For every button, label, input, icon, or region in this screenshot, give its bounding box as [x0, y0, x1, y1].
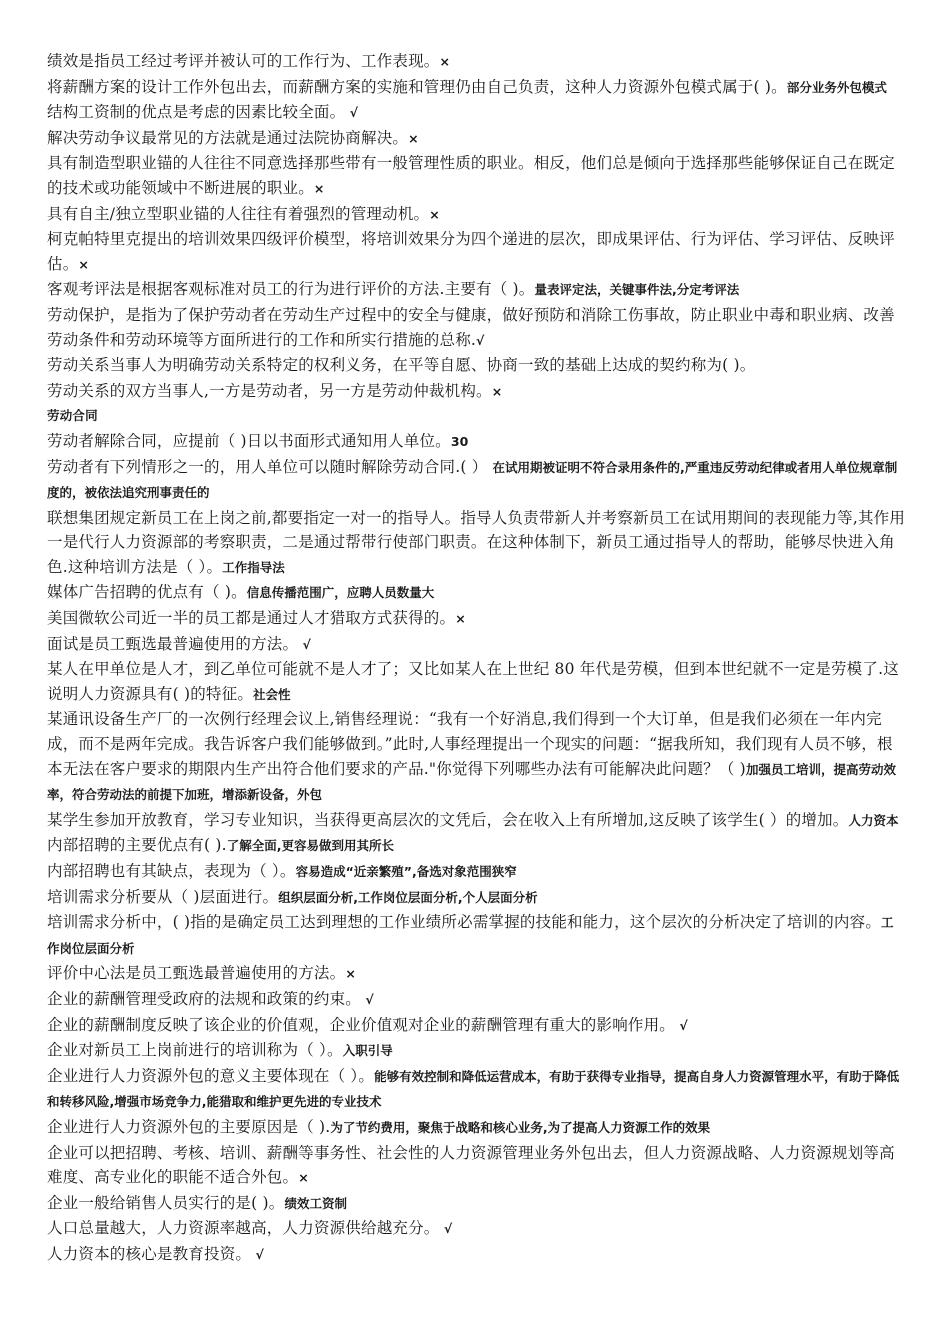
- answer-text: 量表评定法，关键事件法,分定考评法: [534, 282, 740, 298]
- answer-text: ×: [429, 206, 440, 222]
- qa-item: [47, 885, 906, 911]
- question-text: 劳动关系当事人为明确劳动关系特定的权利义务，在平等自愿、协商一致的基础上达成的契约称为( )。: [47, 356, 756, 375]
- answer-text: ×: [313, 180, 325, 196]
- answer-text: 工作岗位层面分析: [47, 915, 894, 956]
- question-text: 劳动保护，是指为了保护劳动者在劳动生产过程中的安全与健康，做好预防和消除工伤事故，防止职业中毒和职业病、改善劳动条件和劳动环境等方面所进行的工作和所实行措施的总称.: [47, 305, 895, 349]
- answer-text: 能够有效控制和降低运营成本，有助于获得专业指导，提高自身人力资源管理水平，有助于降低和转移风险,增强市场竞争力,能猎取和维护更先进的专业技术: [47, 1068, 900, 1110]
- qa-item: [47, 859, 906, 885]
- question-text: 培训需求分析要从（ )层面进行。: [47, 887, 279, 906]
- question-text: 媒体广告招聘的优点有（ )。: [47, 583, 247, 602]
- qa-item: [47, 1242, 906, 1268]
- qa-item: [47, 1141, 906, 1191]
- question-text: 评价中心法是员工甄选最普遍使用的方法。: [47, 964, 346, 983]
- answer-text: 在试用期被证明不符合录用条件的,严重违反劳动纪律或者用人单位规章制度的，被依法追究刑事责任的: [47, 459, 898, 501]
- qa-item: [47, 49, 906, 75]
- question-text: 企业的薪酬制度反映了该企业的价值观，企业价值观对企业的薪酬管理有重大的影响作用。: [47, 1015, 676, 1034]
- qa-item: [47, 455, 906, 506]
- question-text: 企业的薪酬管理受政府的法规和政策的约束。: [47, 989, 362, 1008]
- question-text: 企业进行人力资源外包的意义主要体现在（ ）。: [47, 1066, 375, 1085]
- qa-item: [47, 632, 906, 658]
- qa-item: [47, 808, 906, 834]
- answer-text: 为了节约费用，聚焦于战略和核心业务,为了提高人力资源工作的效果: [330, 1119, 711, 1135]
- question-text: 劳动者解除合同，应提前（ )日以书面形式通知用人单位。: [47, 431, 451, 450]
- qa-item: [47, 833, 906, 859]
- answer-text: √: [675, 1017, 688, 1033]
- qa-item: [47, 126, 906, 152]
- question-text: 培训需求分析中，( )指的是确定员工达到理想的工作业绩所必需掌握的技能和能力，这个层次的分析决定了培训的内容。: [47, 913, 882, 932]
- question-text: 企业进行人力资源外包的主要原因是（ ).: [47, 1117, 331, 1136]
- qa-item: [47, 1191, 906, 1217]
- question-text: 劳动者有下列情形之一的，用人单位可以随时解除劳动合同.( ）: [47, 457, 493, 476]
- qa-item: [47, 303, 906, 353]
- answer-text: 部分业务外包模式: [786, 79, 887, 95]
- question-text: 企业一般给销售人员实行的是( )。: [47, 1193, 285, 1212]
- qa-item: [47, 1216, 906, 1242]
- answer-text: ×: [455, 611, 466, 627]
- qa-item: [47, 429, 906, 455]
- question-text: 解决劳动争议最常见的方法就是通过法院协商解决。: [47, 128, 409, 147]
- answer-text: 劳动合同: [47, 408, 98, 424]
- answer-text: ×: [491, 383, 503, 399]
- question-text: 美国微软公司近一半的员工都是通过人才猎取方式获得的。: [47, 609, 456, 628]
- question-text: 某人在甲单位是人才，到乙单位可能就不是人才了；又比如某人在上世纪 80 年代是劳模，但到本世纪就不一定是劳模了.这说明人力资源具有( )的特征。: [47, 660, 899, 703]
- qa-item: [47, 277, 906, 303]
- answer-text: √: [345, 105, 359, 121]
- qa-item: [47, 1013, 906, 1039]
- question-text: 具有制造型职业锚的人往往不同意选择那些带有一般管理性质的职业。相反，他们总是倾向于选择那些能够保证自己在既定的技术或功能领域中不断进展的职业。: [47, 154, 895, 197]
- qa-item: [47, 353, 906, 379]
- answer-text: 了解全面,更容易做到用其所长: [226, 838, 394, 854]
- question-text: 内部招聘的主要优点有( ).: [47, 836, 227, 855]
- qa-item: [47, 1115, 906, 1141]
- answer-text: √: [251, 1246, 264, 1262]
- qa-item: [47, 75, 906, 101]
- answer-text: 工作指导法: [222, 559, 285, 575]
- question-text: 某学生参加开放教育，学习专业知识，当获得更高层次的文凭后，会在收入上有所增加,这反映了该学生( ）的增加。: [47, 810, 849, 829]
- answer-text: 30: [450, 433, 469, 449]
- answer-text: √: [439, 1221, 453, 1237]
- qa-item: [47, 987, 906, 1013]
- qa-item: [47, 707, 906, 807]
- answer-text: √: [298, 636, 311, 652]
- question-text: 柯克帕特里克提出的培训效果四级评价模型，将培训效果分为四个递进的层次，即成果评估、行为评估、学习评估、反映评估。: [47, 230, 895, 273]
- answer-text: ×: [78, 256, 89, 272]
- qa-item: [47, 100, 906, 126]
- question-text: 联想集团规定新员工在上岗之前,都要指定一对一的指导人。指导人负责带新人并考察新员工在试用期间的表现能力等,其作用一是代行人力资源部的考察职责，二是通过帮带行使部门职责。在这种体制下，新员工通过指导人的帮助，能够尽快进入角色.这种培训方法是（ ）。: [47, 508, 906, 576]
- qa-item: [47, 151, 906, 201]
- question-text: 劳动关系的双方当事人,一方是劳动者，另一方是劳动仲裁机构。: [47, 381, 492, 400]
- question-text: 结构工资制的优点是考虑的因素比较全面。: [47, 103, 346, 122]
- question-text: 企业对新员工上岗前进行的培训称为（ ）。: [47, 1041, 343, 1060]
- qa-item: [47, 657, 906, 707]
- qa-item: [47, 910, 906, 961]
- answer-text: 信息传播范围广，应聘人员数量大: [246, 585, 435, 601]
- answer-text: 绩效工资制: [284, 1195, 347, 1211]
- answer-text: ×: [439, 54, 450, 69]
- qa-item: [47, 606, 906, 632]
- question-text: 具有自主/独立型职业锚的人往往有着强烈的管理动机。: [47, 204, 430, 223]
- answer-text: 社会性: [253, 686, 291, 702]
- answer-text: √: [361, 991, 374, 1007]
- answer-text: 加强员工培训，提高劳动效率，符合劳动法的前提下加班，增添新设备，外包: [47, 761, 896, 803]
- answer-text: 组织层面分析,工作岗位层面分析,个人层面分析: [278, 889, 538, 905]
- qa-item: [47, 1038, 906, 1064]
- answer-text: ×: [408, 130, 419, 146]
- question-text: 人力资本的核心是教育投资。: [47, 1244, 252, 1263]
- question-text: 企业可以把招聘、考核、培训、薪酬等事务性、社会性的人力资源管理业务外包出去，但人力资源战略、人力资源规划等高难度、高专业化的职能不适合外包。: [47, 1143, 895, 1187]
- question-text: 客观考评法是根据客观标准对员工的行为进行评价的方法.主要有（ )。: [47, 280, 535, 299]
- question-text: 面试是员工甄选最普遍使用的方法。: [47, 634, 299, 653]
- qa-item: [47, 961, 906, 987]
- qa-item: [47, 379, 906, 405]
- question-text: 某通讯设备生产厂的一次例行经理会议上,销售经理说：“我有一个好消息,我们得到一个大订单，但是我们必须在一年内完成，而不是两年完成。我告诉客户我们能够做到。”此时,人事经理提出一个现实的问题：“据我所知，我们现有人员不够，根本无法在客户要求的期限内生产出符合他们要求的产品."你觉得下列哪些办法有可能解决此问题？（ ): [47, 710, 893, 778]
- answer-text: 人力资本: [848, 812, 899, 828]
- qa-item: [47, 580, 906, 606]
- answer-text: ×: [345, 966, 356, 982]
- answer-text: ×: [298, 1170, 309, 1186]
- answer-text: √: [476, 332, 485, 348]
- question-text: 将薪酬方案的设计工作外包出去，而薪酬方案的实施和管理仍由自己负责，这种人力资源外包模式属于( )。: [47, 77, 787, 96]
- qa-item: [47, 404, 906, 429]
- question-text: 内部招聘也有其缺点，表现为（ ）。: [47, 862, 296, 880]
- qa-item: [47, 1064, 906, 1115]
- qa-item: [47, 506, 906, 581]
- question-text: 绩效是指员工经过考评并被认可的工作行为、工作表现。: [47, 52, 440, 70]
- qa-item: [47, 202, 906, 228]
- question-text: 人口总量越大，人力资源率越高，人力资源供给越充分。: [47, 1219, 440, 1238]
- answer-text: 容易造成“近亲繁殖”,备选对象范围狭窄: [295, 864, 517, 879]
- qa-item: [47, 227, 906, 277]
- answer-text: 入职引导: [342, 1043, 393, 1059]
